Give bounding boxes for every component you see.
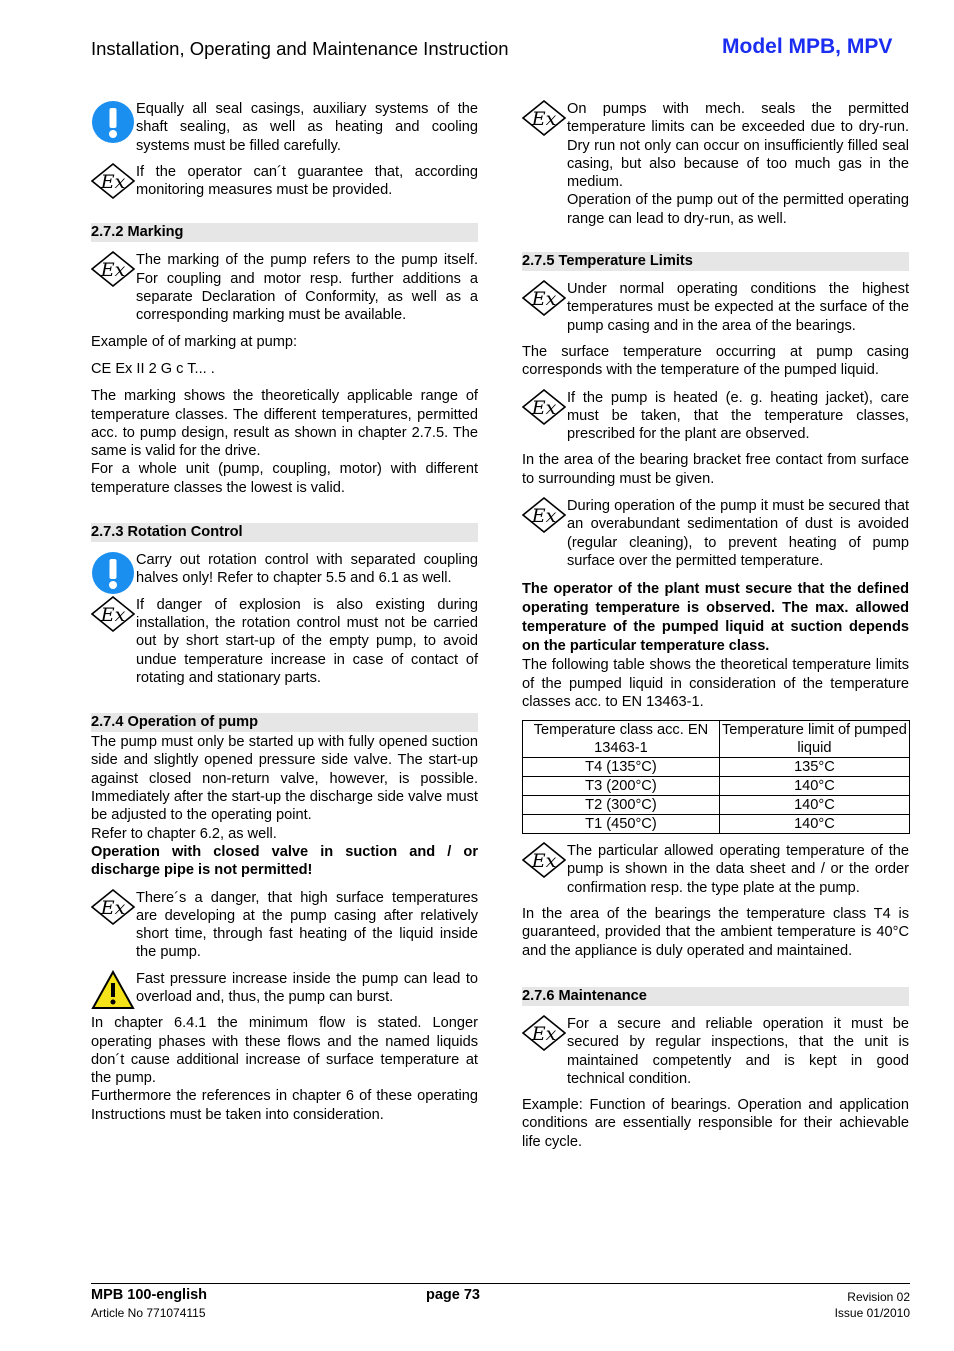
ex-icon [522, 497, 566, 538]
paragraph: Example: Function of bearings. Operation and application conditions are essentially responsible for their achievable life cycle. [522, 1097, 909, 1150]
table-cell: 135°C [719, 758, 909, 777]
paragraph: The marking shows the theoretically applicable range of temperature classes. The different temperatures, permitted acc. to pump design, result as shown in chapter 2.7.5. The same is valid for the drive. [91, 388, 478, 460]
table-cell: T1 (450°C) [523, 815, 720, 834]
note-text: The marking of the pump refers to the pump itself. For coupling and motor resp. further additions a separate Declaration of Conformity, as well as a corresponding marking must be available. [136, 252, 478, 324]
section-heading: 2.7.5 Temperature Limits [522, 252, 909, 271]
section-heading: 2.7.6 Maintenance [522, 987, 909, 1006]
paragraph: The pump must only be started up with fully opened suction side and slightly opened pressure side valve. The start-up against closed non-return valve, however, is possible. Immediately after the start-up the discharge side valve must be adjusted to the operating point. [91, 734, 478, 824]
note-ex [91, 596, 478, 687]
svg-text:Ex: Ex [100, 896, 126, 919]
paragraph: Example of of marking at pump: [91, 333, 298, 350]
note-warning [91, 970, 478, 1007]
note-text: Carry out rotation control with separated coupling halves only! Refer to chapter 5.5 and 6.1 as well. [136, 552, 478, 587]
left-column [91, 100, 478, 1133]
ex-icon [522, 389, 566, 430]
table-header-cell: Temperature limit of pumped liquid [719, 721, 909, 758]
svg-text:Ex: Ex [100, 603, 126, 626]
svg-text:Ex: Ex [531, 396, 557, 419]
header-title: Installation, Operating and Maintenance Instruction [91, 38, 509, 59]
table-cell: 140°C [719, 815, 909, 834]
ex-icon [522, 280, 566, 321]
ex-icon [522, 1015, 566, 1056]
note-ex [522, 842, 909, 897]
right-column [522, 100, 909, 1160]
info-icon [91, 100, 135, 149]
footer-divider [91, 1283, 910, 1284]
footer-revision: Revision 02 [847, 1290, 910, 1304]
note-text: If danger of explosion is also existing during installation, the rotation control must not be carried out by short start-up of the empty pump, to avoid undue temperature increase in case of contact of rotating and stationary parts. [136, 596, 478, 686]
note-ex [91, 251, 478, 324]
svg-text:Ex: Ex [100, 259, 126, 282]
note-ex [522, 497, 909, 570]
paragraph-bold: The operator of the plant must secure that the defined operating temperature is observed. The max. allowed temperature of the pumped liquid at suction depends on the particular temperature class. [522, 581, 909, 655]
note-ex [91, 163, 478, 200]
table-header-cell: Temperature class acc. EN 13463-1 [523, 721, 720, 758]
note-text: Under normal operating conditions the highest temperatures must be expected at the surface of the pump casing and in the area of the bearings. [567, 281, 909, 334]
paragraph: The following table shows the theoretical temperature limits of the pumped liquid in consideration of the temperature classes acc. to EN 13463-1. [522, 657, 909, 710]
paragraph: CE Ex II 2 G c T... . [91, 360, 215, 377]
table-cell: 140°C [719, 796, 909, 815]
paragraph: In chapter 6.4.1 the minimum flow is stated. Longer operating phases with these flows and the named liquids don´t cause additional increase of surface temperature at the pump. [91, 1015, 478, 1087]
svg-text:Ex: Ex [531, 108, 557, 130]
svg-text:Ex: Ex [100, 170, 126, 193]
note-text: On pumps with mech. seals the permitted temperature limits can be exceeded due to dry-run. Dry run not only can occur on insufficiently filled seal casing, but also because of too much gas in the medium. [567, 101, 909, 191]
table-row [523, 777, 910, 796]
note-text: There´s a danger, that high surface temperatures are developing at the pump casing after relatively short time, through fast heating of the liquid inside the pump. [136, 889, 478, 961]
note-info [91, 100, 478, 155]
note-text: If the pump is heated (e. g. heating jacket), care must be taken, that the temperature classes, prescribed for the plant are observed. [567, 389, 909, 443]
ex-icon [91, 163, 135, 204]
model-title: Model MPB, MPV [722, 35, 893, 58]
note-ex [522, 389, 909, 444]
ex-icon [91, 251, 135, 292]
paragraph: In the area of the bearing bracket free contact from surface to surrounding must be given. [522, 452, 909, 487]
note-text: Operation of the pump out of the permitted operating range can lead to dry-run, as well. [567, 192, 909, 227]
svg-text:Ex: Ex [531, 505, 557, 528]
table-cell: 140°C [719, 777, 909, 796]
info-icon [91, 551, 135, 600]
note-text: Fast pressure increase inside the pump can lead to overload and, thus, the pump can burst. [136, 970, 478, 1005]
table-cell: T3 (200°C) [523, 777, 720, 796]
temperature-table [522, 720, 910, 834]
paragraph: In the area of the bearings the temperature class T4 is guaranteed, provided that the ambient temperature is 40°C and the appliance is duly operated and maintained. [522, 906, 909, 959]
note-text: Equally all seal casings, auxiliary systems of the shaft sealing, as well as heating and cooling systems must be filled carefully. [136, 101, 478, 154]
svg-text:Ex: Ex [531, 1022, 557, 1045]
note-text: If the operator can´t guarantee that, according monitoring measures must be provided. [136, 163, 478, 199]
section-heading: 2.7.4 Operation of pump [91, 713, 478, 732]
footer-issue: Issue 01/2010 [834, 1306, 910, 1320]
section-heading: 2.7.2 Marking [91, 223, 478, 242]
warning-icon [91, 970, 135, 1015]
note-ex [522, 100, 909, 228]
paragraph: The surface temperature occurring at pump casing corresponds with the temperature of the pumped liquid. [522, 343, 909, 379]
table-cell: T2 (300°C) [523, 796, 720, 815]
note-text: During operation of the pump it must be secured that an overabundant sedimentation of dust is avoided (regular cleaning), to prevent heating of pump surface over the permitted temperature. [567, 498, 909, 569]
paragraph: Refer to chapter 6.2, as well. [91, 825, 277, 842]
note-text: For a secure and reliable operation it must be secured by regular inspections, that the unit is maintained competently and is kept in good technical condition. [567, 1015, 909, 1087]
footer-doc: MPB 100-english [91, 1287, 208, 1303]
svg-text:Ex: Ex [531, 850, 557, 873]
ex-icon [522, 100, 566, 141]
paragraph: For a whole unit (pump, coupling, motor) with different temperature classes the lowest is valid. [91, 461, 478, 496]
table-row [523, 796, 910, 815]
footer-page: page 73 [426, 1287, 480, 1303]
note-ex [522, 280, 909, 335]
paragraph: Furthermore the references in chapter 6 of these operating Instructions must be taken into consideration. [91, 1088, 478, 1123]
ex-icon [91, 889, 135, 930]
table-row [523, 815, 910, 834]
note-ex [91, 889, 478, 962]
table-row [523, 758, 910, 777]
note-ex [522, 1015, 909, 1088]
table-header-row [523, 721, 910, 758]
ex-icon [522, 842, 566, 883]
svg-text:Ex: Ex [531, 288, 557, 311]
table-cell: T4 (135°C) [523, 758, 720, 777]
section-heading: 2.7.3 Rotation Control [91, 523, 478, 542]
paragraph-bold: Operation with closed valve in suction and / or discharge pipe is not permitted! [91, 843, 478, 879]
footer-article: Article No 771074115 [91, 1306, 206, 1320]
note-info [91, 551, 478, 588]
note-text: The particular allowed operating temperature of the pump is shown in the data sheet and / or the order confirmation resp. the type plate at the pump. [567, 843, 909, 896]
ex-icon [91, 596, 135, 637]
